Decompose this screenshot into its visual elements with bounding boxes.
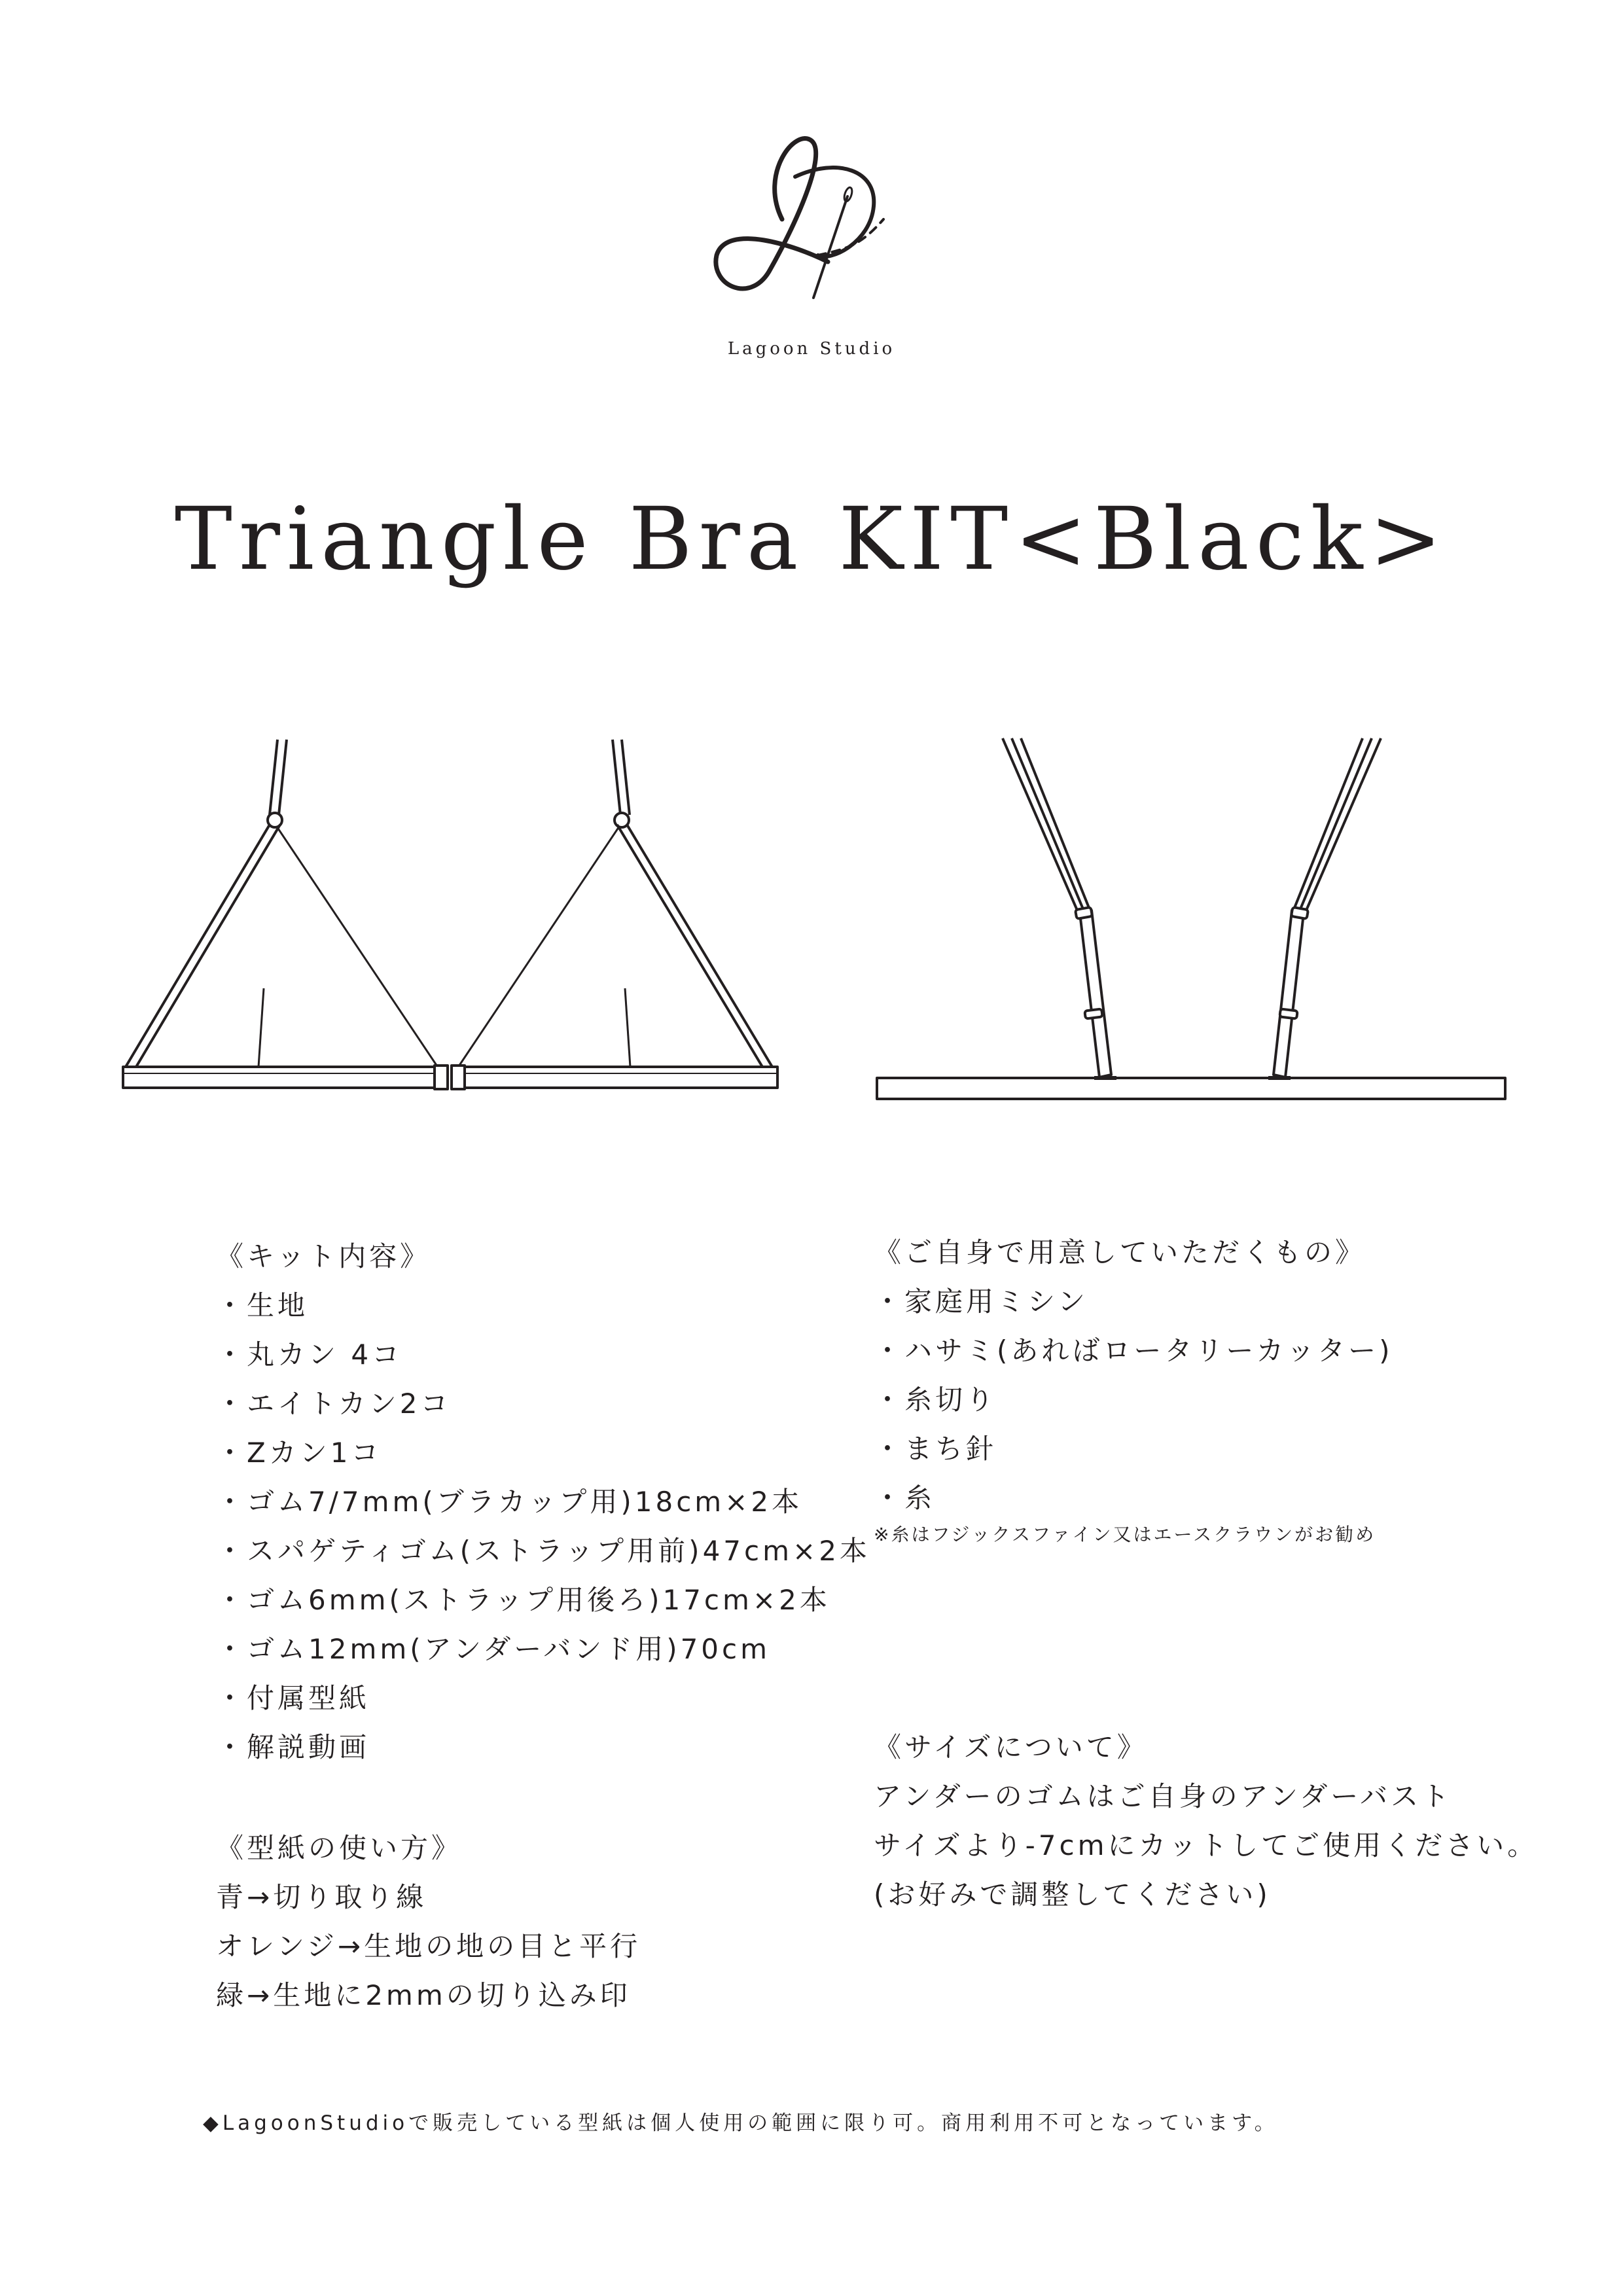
kit-contents-list: [216, 1232, 870, 1772]
thread-recommendation-note: ※糸はフジックスファイン又はエースクラウンがお勧め: [874, 1524, 1376, 1545]
list-item: ・解説動画: [216, 1731, 370, 1763]
lagoon-studio-logo: [697, 121, 933, 311]
pattern-usage-section: [216, 1823, 641, 2020]
kit-contents-heading: 《キット内容》: [216, 1240, 431, 1272]
list-item: ・Zカン1コ: [216, 1437, 382, 1469]
brand-name: Lagoon Studio: [727, 339, 896, 359]
pattern-usage-line: 青→切り取り線: [216, 1881, 427, 1913]
bra-front-view-illustration: [118, 726, 785, 1113]
pattern-usage-heading: 《型紙の使い方》: [216, 1832, 463, 1864]
page-title: Triangle Bra KIT<Black>: [174, 489, 1449, 590]
pattern-usage-line: 緑→生地に2mmの切り込み印: [216, 1979, 631, 2011]
list-item: ・糸切り: [874, 1384, 997, 1416]
list-item: ・付属型紙: [216, 1682, 370, 1714]
list-item: ・糸: [874, 1482, 936, 1514]
list-item: ・エイトカン2コ: [216, 1388, 452, 1420]
usage-terms-footer: ◆LagoonStudioで販売している型紙は個人使用の範囲に限り可。商用利用不可となっています。: [203, 2111, 1279, 2135]
pattern-usage-line: オレンジ→生地の地の目と平行: [216, 1930, 641, 1962]
list-item: ・ゴム12mm(アンダーバンド用)70cm: [216, 1633, 771, 1665]
list-item: ・家庭用ミシン: [874, 1285, 1088, 1318]
size-info-heading: 《サイズについて》: [874, 1731, 1148, 1763]
list-item: ・ゴム7/7mm(ブラカップ用)18cm×2本: [216, 1486, 803, 1518]
size-info-line: (お好みで調整してください): [874, 1878, 1271, 1910]
bra-back-view-illustration: [864, 726, 1518, 1113]
size-info-line: アンダーのゴムはご自身のアンダーバスト: [874, 1780, 1453, 1812]
size-info-line: サイズより-7cmにカットしてご使用ください。: [874, 1829, 1539, 1861]
size-info-section: [874, 1723, 1538, 1919]
list-item: ・丸カン 4コ: [216, 1338, 403, 1371]
prepare-items-list: [874, 1228, 1393, 1522]
list-item: ・ゴム6mm(ストラップ用後ろ)17cm×2本: [216, 1584, 830, 1616]
list-item: ・生地: [216, 1289, 309, 1321]
list-item: ・スパゲティゴム(ストラップ用前)47cm×2本: [216, 1535, 870, 1567]
list-item: ・ハサミ(あればロータリーカッター): [874, 1335, 1393, 1367]
prepare-heading: 《ご自身で用意していただくもの》: [874, 1236, 1366, 1268]
list-item: ・まち針: [874, 1433, 997, 1465]
